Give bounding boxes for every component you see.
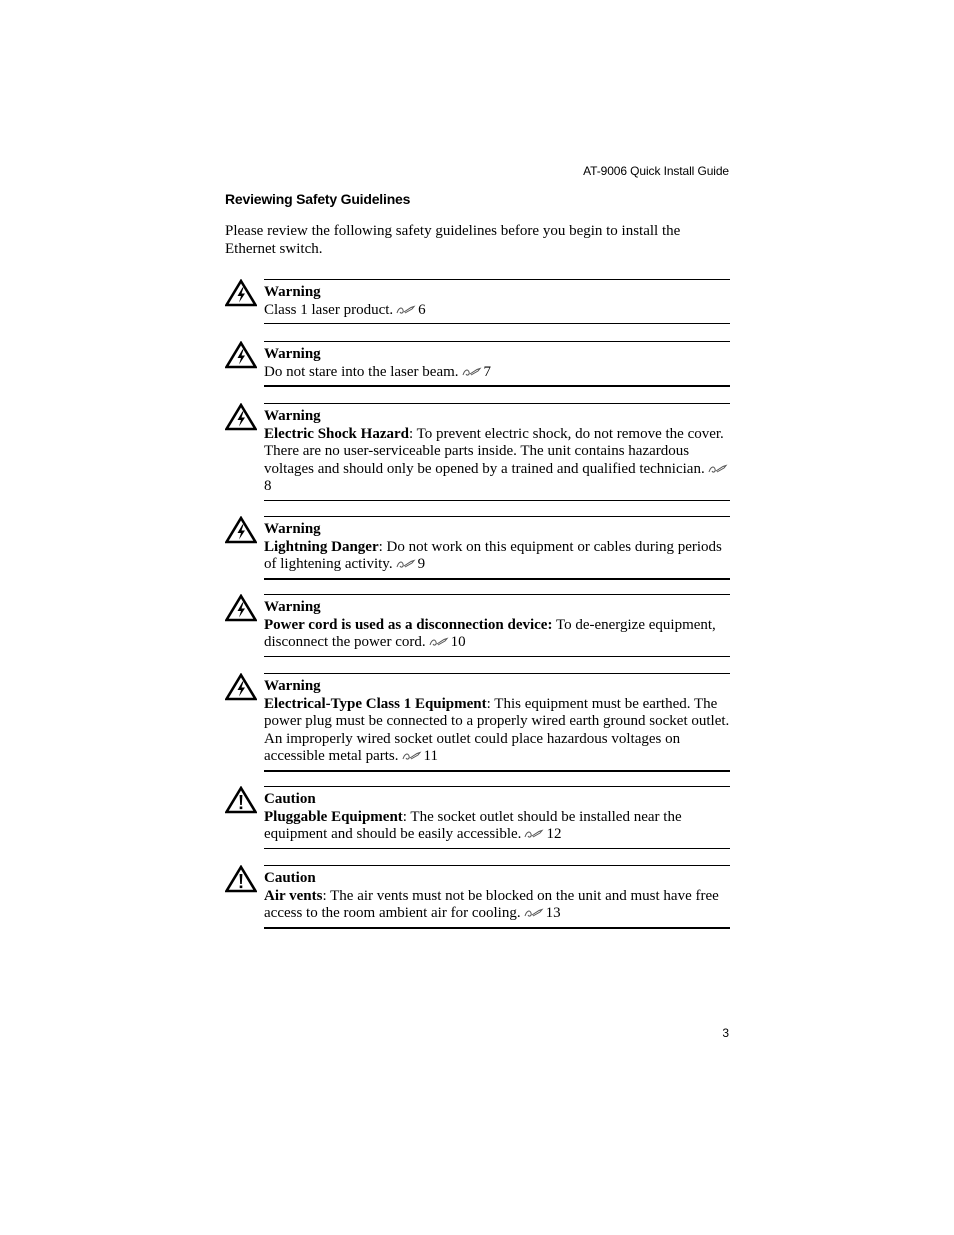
warning-notice [225, 403, 730, 501]
electrical-hazard-icon [225, 673, 257, 701]
notice-lead: Pluggable Equipment [264, 808, 403, 825]
warning-notice [225, 341, 730, 387]
reference-pointer-icon [396, 305, 416, 315]
electrical-hazard-icon [225, 279, 257, 307]
electrical-hazard-icon [225, 516, 257, 544]
electrical-hazard-icon [225, 594, 257, 622]
warning-notice [225, 516, 730, 580]
notice-lead: Electrical-Type Class 1 Equipment [264, 695, 487, 712]
notice-heading: Warning [264, 521, 321, 537]
warning-notice [225, 673, 730, 772]
notice-ref: 6 [418, 301, 426, 318]
notice-lead: Power cord is used as a disconnection device: [264, 616, 553, 633]
notice-text: : The air vents must not be blocked on the unit and must have free access to the room ambient air for cooling. [264, 887, 719, 921]
notice-text: Do not stare into the laser beam. [264, 363, 459, 380]
notice-heading: Warning [264, 678, 321, 694]
caution-notice [225, 865, 730, 929]
notice-ref: 10 [450, 634, 466, 650]
reference-pointer-icon [462, 367, 482, 377]
section-title: Reviewing Safety Guidelines [225, 191, 411, 207]
notice-ref: 12 [546, 826, 562, 842]
intro-paragraph: Please review the following safety guidelines before you begin to install the Ethernet switch. [225, 223, 681, 257]
warning-notice [225, 279, 730, 324]
notice-ref: 11 [423, 748, 438, 764]
notice-heading: Caution [264, 791, 316, 807]
notice-heading: Warning [264, 599, 321, 615]
electrical-hazard-icon [225, 403, 257, 431]
electrical-hazard-icon [225, 341, 257, 369]
notice-heading: Warning [264, 284, 321, 300]
notice-text: : Do not work on this equipment or cables during periods of lightening activity. [264, 538, 722, 572]
notice-text: To de-energize equipment, disconnect the power cord. [264, 616, 716, 650]
reference-pointer-icon [524, 829, 544, 839]
reference-pointer-icon [708, 464, 728, 474]
notice-text: : This equipment must be earthed. The power plug must be connected to a properly wired earth ground socket outlet. An improperly wired socket outlet could place hazardous voltages on accessible metal parts. [264, 695, 730, 764]
running-header: AT-9006 Quick Install Guide [583, 164, 729, 178]
reference-pointer-icon [402, 751, 422, 761]
reference-pointer-icon [396, 559, 416, 569]
page-number: 3 [722, 1026, 729, 1040]
notice-heading: Warning [264, 346, 321, 362]
notice-text: : To prevent electric shock, do not remove the cover. There are no user-serviceable parts inside. The unit contains hazardous voltages and should only be opened by a trained and qualified technician. [264, 425, 724, 477]
notice-ref: 7 [483, 363, 492, 380]
notice-lead: Air vents [264, 887, 323, 904]
notice-text: : The socket outlet should be installed near the equipment and should be easily accessible. [264, 808, 682, 842]
exclamation-warning-icon [225, 786, 257, 814]
notice-text: Class 1 laser product. [264, 301, 394, 318]
notice-heading: Warning [264, 408, 321, 424]
notice-ref: 8 [264, 478, 272, 494]
notice-heading: Caution [264, 870, 316, 886]
reference-pointer-icon [524, 908, 544, 918]
caution-notice [225, 786, 730, 849]
notice-lead: Electric Shock Hazard [264, 425, 409, 442]
warning-notice [225, 594, 730, 657]
notice-lead: Lightning Danger [264, 538, 379, 555]
notice-ref: 9 [417, 556, 426, 572]
reference-pointer-icon [429, 637, 449, 647]
notice-ref: 13 [545, 905, 561, 921]
exclamation-warning-icon [225, 865, 257, 893]
